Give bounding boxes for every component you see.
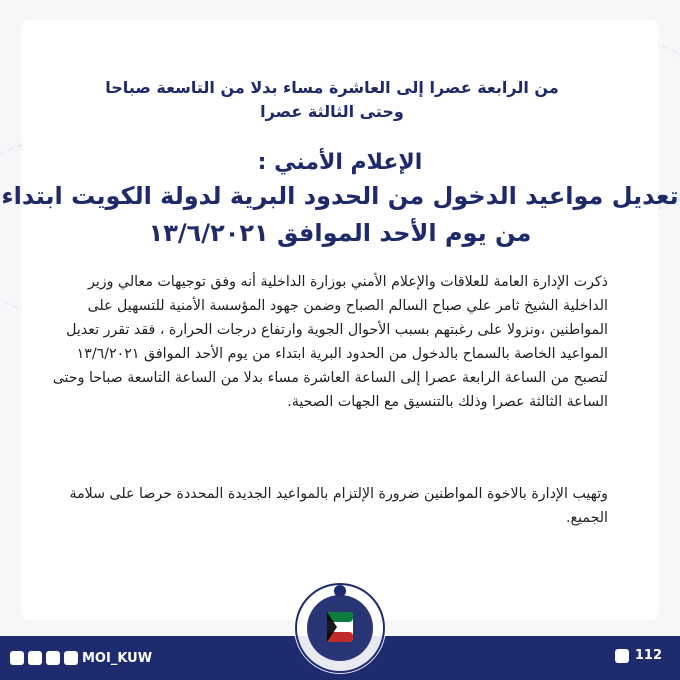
phone-number-text: 112 xyxy=(634,648,662,663)
social-icons xyxy=(10,636,152,680)
top-text-line-1: من الرابعة عصرا إلى العاشرة مساء بدلا من التاسعة صباحا xyxy=(105,78,559,97)
facebook-icon[interactable] xyxy=(10,651,24,665)
twitter-icon[interactable] xyxy=(28,651,42,665)
phone-icon xyxy=(615,649,629,663)
phone-number[interactable] xyxy=(615,648,662,663)
top-text-line-2: وحتى الثالثة عصرا xyxy=(260,102,404,121)
top-text xyxy=(72,76,592,124)
body-paragraph-2: وتهيب الإدارة بالاخوة المواطنين ضرورة الإلتزام بالمواعيد الجديدة المحددة حرصا على سلامة الجميع. xyxy=(69,486,608,526)
body-paragraph-1: ذكرت الإدارة العامة للعلاقات والإعلام الأمني بوزارة الداخلية أنه وفق توجيهات معالي وزير الداخلية الشيخ ثامر علي صباح السالم الصباح وضمن جهود المؤسسة الأمنية للتسهيل على المواطنين ،ونزولا على رغبتهم بسبب الأحوال الجوية وارتفاع درجات الحرارة ، فقد تقرر تعديل المواعيد الخاصة بالسماح بالدخول من الحدود البرية ابتداء من يوم الأحد الموافق ١٣/٦/٢٠٢١ لتصبح من الساعة الرابعة عصرا إلى الساعة العاشرة مساء بدلا من الساعة التاسعة صباحا وحتى الساعة الثالثة عصرا وذلك بالتنسيق مع الجهات الصحية. xyxy=(52,274,608,410)
youtube-icon[interactable] xyxy=(46,651,60,665)
instagram-icon[interactable] xyxy=(64,651,78,665)
title-line-2: تعديل مواعيد الدخول من الحدود البرية لدولة الكويت ابتداء xyxy=(1,182,679,210)
social-handle[interactable]: MOI_KUW xyxy=(82,650,153,666)
kuwait-police-logo xyxy=(291,579,389,677)
title-line-3: من يوم الأحد الموافق ١٣/٦/٢٠٢١ xyxy=(148,219,532,247)
title-line-1: الإعلام الأمني : xyxy=(257,150,423,175)
